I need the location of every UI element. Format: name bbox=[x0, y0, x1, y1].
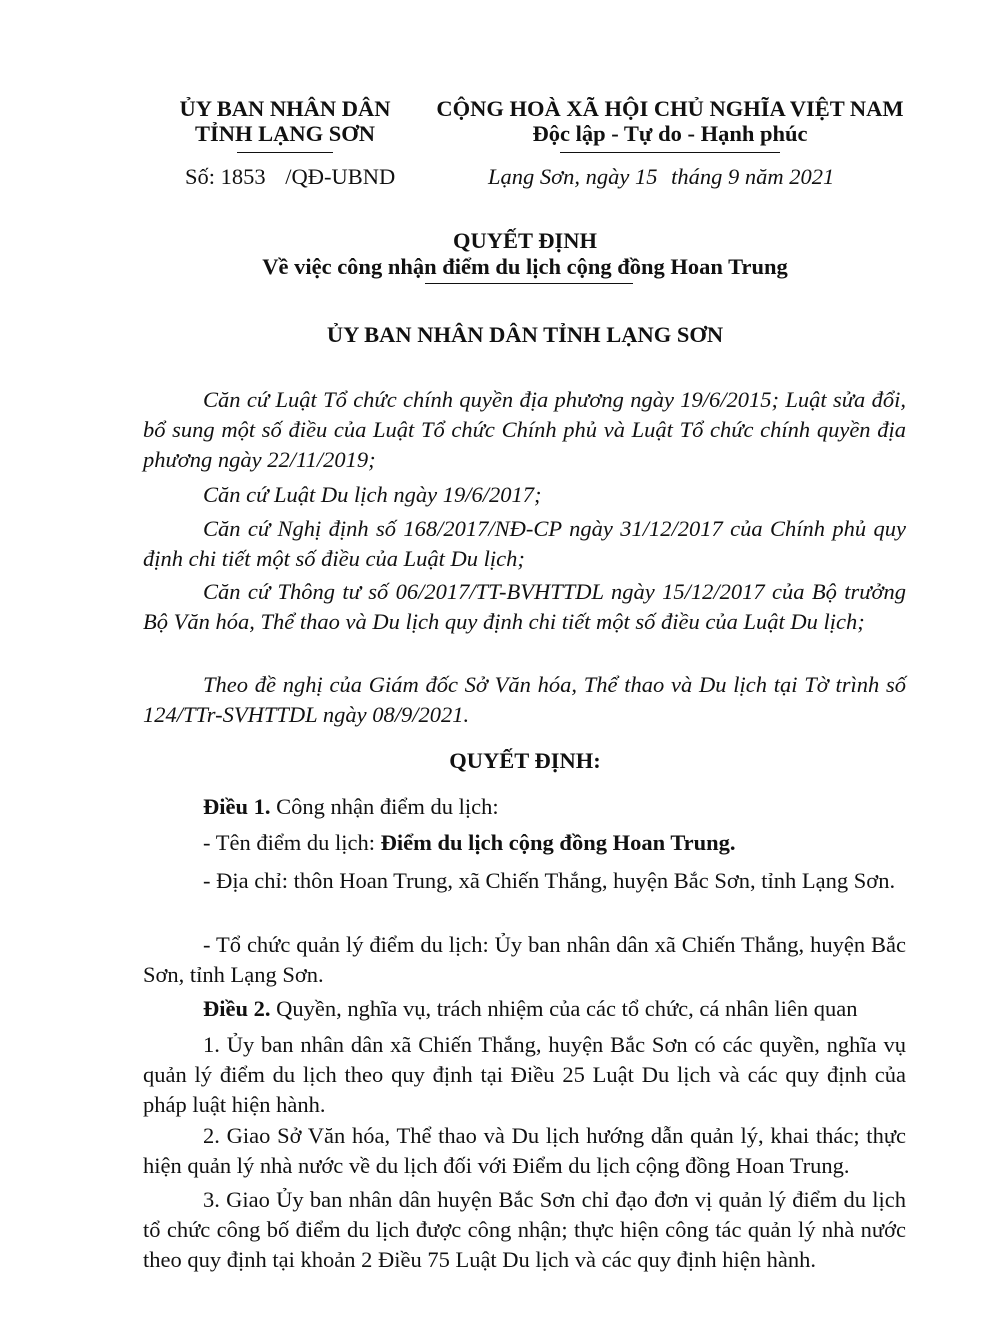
preamble-proposal: Theo đề nghị của Giám đốc Sở Văn hóa, Thể thao và Du lịch tại Tờ trình số 124/TTr-SVHTTDL ngày 08/9/2021. bbox=[143, 672, 906, 727]
article-1-manager: - Tổ chức quản lý điểm du lịch: Ủy ban nhân dân xã Chiến Thắng, huyện Bắc Sơn, tỉnh Lạng Sơn. bbox=[143, 932, 906, 987]
tourism-site-name: Điểm du lịch cộng đồng Hoan Trung. bbox=[380, 830, 736, 855]
article-1-label: Điều 1. bbox=[203, 794, 271, 819]
article-2-label: Điều 2. bbox=[203, 996, 271, 1021]
document-date: Lạng Sơn, ngày 15 tháng 9 năm 2021 bbox=[488, 164, 835, 189]
article-2-item-2: 2. Giao Sở Văn hóa, Thể thao và Du lịch hướng dẫn quản lý, khai thác; thực hiện quản lý nhà nước về du lịch đối với Điểm du lịch cộng đồng Hoan Trung. bbox=[143, 1123, 906, 1178]
document-number: Số: 1853 /QĐ-UBND bbox=[185, 164, 396, 189]
article-2-item-3: 3. Giao Ủy ban nhân dân huyện Bắc Sơn chỉ đạo đơn vị quản lý điểm du lịch tổ chức công bố điểm du lịch được công nhận; thực hiện công tác quản lý nhà nước theo quy định tại khoản 2 Điều 75 Luật Du lịch và các quy định hiện hành. bbox=[143, 1187, 906, 1272]
subject-underline bbox=[425, 283, 633, 284]
article-2: Điều 2. Quyền, nghĩa vụ, trách nhiệm của các tổ chức, cá nhân liên quan bbox=[203, 996, 858, 1021]
article-1-address: - Địa chỉ: thôn Hoan Trung, xã Chiến Thắng, huyện Bắc Sơn, tỉnh Lạng Sơn. bbox=[203, 868, 896, 893]
nation-title: CỘNG HOÀ XÃ HỘI CHỦ NGHĨA VIỆT NAM bbox=[436, 96, 904, 121]
preamble-basis-2: Căn cứ Luật Du lịch ngày 19/6/2017; bbox=[203, 482, 542, 507]
issuer-line2: TỈNH LẠNG SƠN bbox=[194, 121, 376, 146]
date-day: 15 bbox=[635, 164, 658, 189]
document-number-value: 1853 bbox=[220, 164, 266, 189]
article-1-name: - Tên điểm du lịch: Điểm du lịch cộng đồng Hoan Trung. bbox=[203, 830, 736, 855]
document-subject: Về việc công nhận điểm du lịch cộng đồng Hoan Trung bbox=[262, 254, 788, 279]
motto-underline bbox=[560, 152, 780, 153]
article-1: Điều 1. Công nhận điểm du lịch: bbox=[203, 794, 499, 819]
preamble-basis-4: Căn cứ Thông tư số 06/2017/TT-BVHTTDL ngày 15/12/2017 của Bộ trưởng Bộ Văn hóa, Thể thao và Du lịch quy định chi tiết một số điều của Luật Du lịch; bbox=[143, 579, 906, 634]
issuer-underline bbox=[237, 152, 333, 153]
preamble-basis-1: Căn cứ Luật Tổ chức chính quyền địa phương ngày 19/6/2015; Luật sửa đổi, bổ sung một số điều của Luật Tổ chức Chính phủ và Luật Tổ chức chính quyền địa phương ngày 22/11/2019; bbox=[143, 387, 906, 472]
issuing-authority: ỦY BAN NHÂN DÂN TỈNH LẠNG SƠN bbox=[326, 322, 724, 347]
decision-heading: QUYẾT ĐỊNH: bbox=[449, 748, 601, 773]
document-type: QUYẾT ĐỊNH bbox=[453, 228, 597, 253]
article-2-item-1: 1. Ủy ban nhân dân xã Chiến Thắng, huyện Bắc Sơn có các quyền, nghĩa vụ quản lý điểm du lịch theo quy định tại Điều 25 Luật Du lịch và các quy định của pháp luật hiện hành. bbox=[143, 1032, 906, 1117]
preamble-basis-3: Căn cứ Nghị định số 168/2017/NĐ-CP ngày 31/12/2017 của Chính phủ quy định chi tiết một số điều của Luật Du lịch; bbox=[143, 516, 906, 571]
issuer-line1: ỦY BAN NHÂN DÂN bbox=[179, 96, 391, 121]
nation-motto: Độc lập - Tự do - Hạnh phúc bbox=[532, 121, 808, 146]
